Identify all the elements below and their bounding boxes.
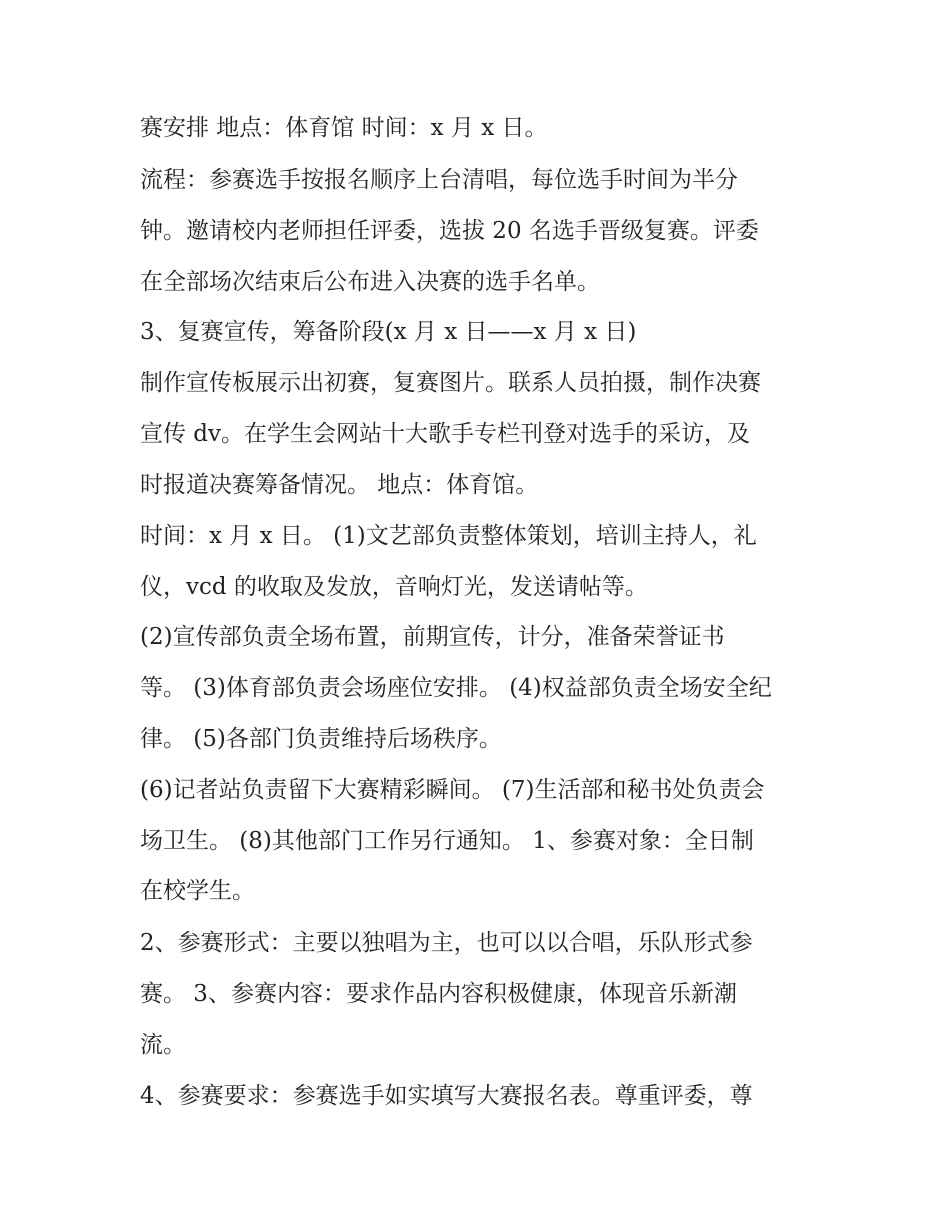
text-line: 律。 (5)各部门负责维持后场秩序。 — [140, 726, 502, 752]
text-line: 宣传 dv。在学生会网站十大歌手专栏刊登对选手的采访，及 — [140, 421, 751, 447]
text-line: 等。 (3)体育部负责会场座位安排。 (4)权益部负责全场安全纪 — [140, 675, 772, 701]
text-line: 场卫生。 (8)其他部门工作另行通知。 1、参赛对象：全日制 — [140, 828, 754, 854]
text-line: 赛安排 地点：体育馆 时间：x 月 x 日。 — [140, 115, 548, 141]
text-line: 赛。 3、参赛内容：要求作品内容积极健康，体现音乐新潮 — [140, 981, 737, 1007]
text-line: 时间：x 月 x 日。 (1)文艺部负责整体策划，培训主持人，礼 — [140, 523, 757, 549]
text-line: 3、复赛宣传，筹备阶段(x 月 x 日——x 月 x 日) — [140, 319, 637, 345]
text-line: 流程：参赛选手按报名顺序上台清唱，每位选手时间为半分 — [140, 167, 738, 193]
text-line: 流。 — [140, 1032, 186, 1058]
text-line: 2、参赛形式：主要以独唱为主，也可以以合唱，乐队形式参 — [140, 930, 753, 956]
text-line: 4、参赛要求：参赛选手如实填写大赛报名表。尊重评委，尊 — [140, 1083, 753, 1109]
text-line: 在校学生。 — [140, 878, 255, 904]
text-line: (2)宣传部负责全场布置，前期宣传，计分，准备荣誉证书 — [140, 624, 725, 650]
text-line: 在全部场次结束后公布进入决赛的选手名单。 — [140, 269, 600, 295]
text-line: (6)记者站负责留下大赛精彩瞬间。 (7)生活部和秘书处负责会 — [140, 777, 765, 803]
text-line: 制作宣传板展示出初赛，复赛图片。联系人员拍摄，制作决赛 — [140, 370, 761, 396]
text-line: 时报道决赛筹备情况。 地点：体育馆。 — [140, 472, 539, 498]
text-line: 钟。邀请校内老师担任评委，选拔 20 名选手晋级复赛。评委 — [140, 218, 759, 244]
text-line: 仪，vcd 的收取及发放，音响灯光，发送请帖等。 — [140, 574, 648, 600]
